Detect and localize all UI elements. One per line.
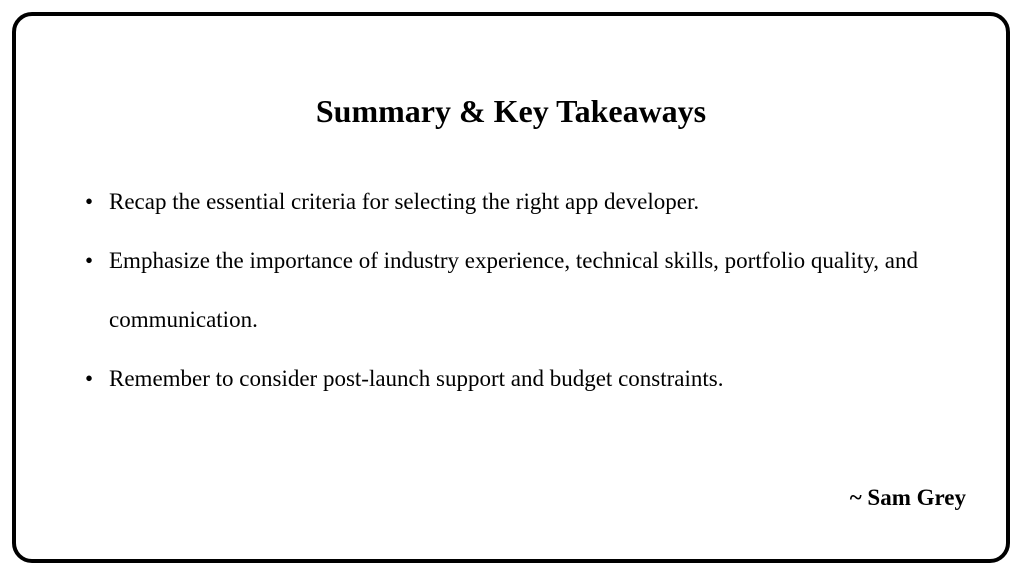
bullet-text: Recap the essential criteria for selecting the right app developer. (109, 189, 700, 214)
bullet-text: Emphasize the importance of industry experience, technical skills, portfolio quality, and communication. (109, 248, 919, 332)
slide-title: Summary & Key Takeaways (315, 93, 707, 129)
bullet-dot-icon: • (85, 366, 94, 391)
bullet-text: Remember to consider post-launch support and budget constraints. (109, 366, 724, 391)
author-signature: ~ Sam Grey (849, 485, 966, 510)
bullet-dot-icon: • (85, 248, 94, 273)
bullet-list (82, 172, 962, 408)
bullet-item (82, 349, 962, 408)
slide-frame (12, 12, 1010, 563)
bullet-item (82, 172, 962, 231)
bullet-dot-icon: • (85, 189, 94, 214)
bullet-item (82, 231, 962, 349)
